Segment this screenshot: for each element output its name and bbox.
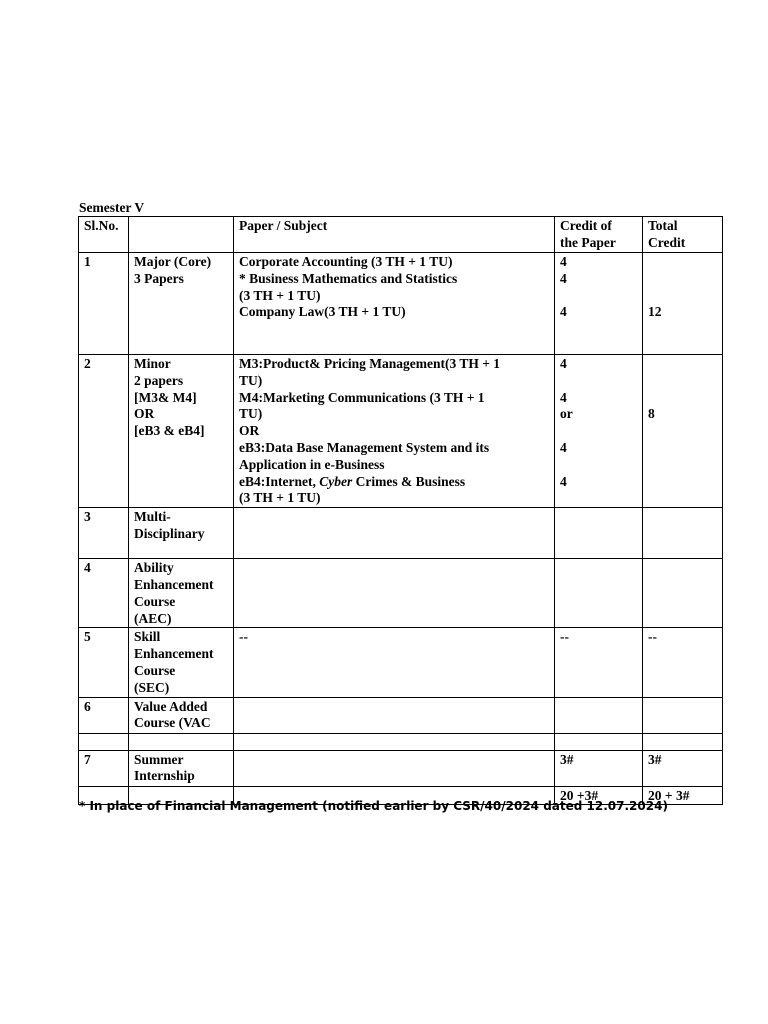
table-row bbox=[79, 355, 723, 508]
row-total: -- bbox=[643, 628, 723, 697]
row-subject: M3:Product& Pricing Management(3 TH + 1 TU) M4:Marketing Communications (3 TH + 1 TU) OR eB3:Data Base Management System and its Application in e-Business eB4:Internet, Cyber Crimes & Business (3 TH + 1 TU) bbox=[234, 355, 555, 508]
row-credit: 3# bbox=[555, 750, 643, 786]
row-credit bbox=[555, 559, 643, 628]
header-slno: Sl.No. bbox=[79, 217, 129, 253]
header-subject: Paper / Subject bbox=[234, 217, 555, 253]
row-slno: 4 bbox=[79, 559, 129, 628]
footnote: * In place of Financial Management (notified earlier by CSR/40/2024 dated 12.07.2024) bbox=[79, 799, 668, 813]
row-slno: 2 bbox=[79, 355, 129, 508]
row-category: Summer Internship bbox=[129, 750, 234, 786]
row-total bbox=[643, 697, 723, 733]
row-credit: -- bbox=[555, 628, 643, 697]
table-row bbox=[79, 750, 723, 786]
row-category: Value Added Course (VAC bbox=[129, 697, 234, 733]
row-total bbox=[643, 508, 723, 559]
row-subject bbox=[234, 508, 555, 559]
row-credit bbox=[555, 697, 643, 733]
table-caption: Semester V bbox=[79, 200, 145, 215]
row-category: Skill Enhancement Course (SEC) bbox=[129, 628, 234, 697]
row-category: Multi- Disciplinary bbox=[129, 508, 234, 559]
row-credit: 4 4 4 bbox=[555, 253, 643, 355]
row-subject bbox=[234, 750, 555, 786]
row-slno: 3 bbox=[79, 508, 129, 559]
totals-total: 20 + 3# bbox=[643, 786, 723, 805]
row-subject bbox=[234, 697, 555, 733]
row-credit bbox=[555, 508, 643, 559]
table-row bbox=[79, 628, 723, 697]
header-total: Total Credit bbox=[643, 217, 723, 253]
table-header-row bbox=[79, 217, 723, 253]
table-spacer-row bbox=[79, 733, 723, 750]
semester-credit-table bbox=[78, 216, 723, 805]
table-row bbox=[79, 559, 723, 628]
totals-credit: 20 +3# bbox=[555, 786, 643, 805]
row-category: Ability Enhancement Course (AEC) bbox=[129, 559, 234, 628]
table-row bbox=[79, 697, 723, 733]
row-total: 8 bbox=[643, 355, 723, 508]
row-slno: 6 bbox=[79, 697, 129, 733]
table-row bbox=[79, 508, 723, 559]
row-category: Minor 2 papers [M3& M4] OR [eB3 & eB4] bbox=[129, 355, 234, 508]
row-slno: 1 bbox=[79, 253, 129, 355]
row-total bbox=[643, 559, 723, 628]
row-subject: Corporate Accounting (3 TH + 1 TU) * Business Mathematics and Statistics (3 TH + 1 TU) Company Law(3 TH + 1 TU) bbox=[234, 253, 555, 355]
header-category bbox=[129, 217, 234, 253]
row-category: Major (Core) 3 Papers bbox=[129, 253, 234, 355]
row-total: 3# bbox=[643, 750, 723, 786]
table-row bbox=[79, 253, 723, 355]
row-total: 12 bbox=[643, 253, 723, 355]
row-subject: -- bbox=[234, 628, 555, 697]
row-credit: 4 4 or 4 4 bbox=[555, 355, 643, 508]
row-slno: 7 bbox=[79, 750, 129, 786]
row-subject bbox=[234, 559, 555, 628]
row-slno: 5 bbox=[79, 628, 129, 697]
header-credit: Credit of the Paper bbox=[555, 217, 643, 253]
